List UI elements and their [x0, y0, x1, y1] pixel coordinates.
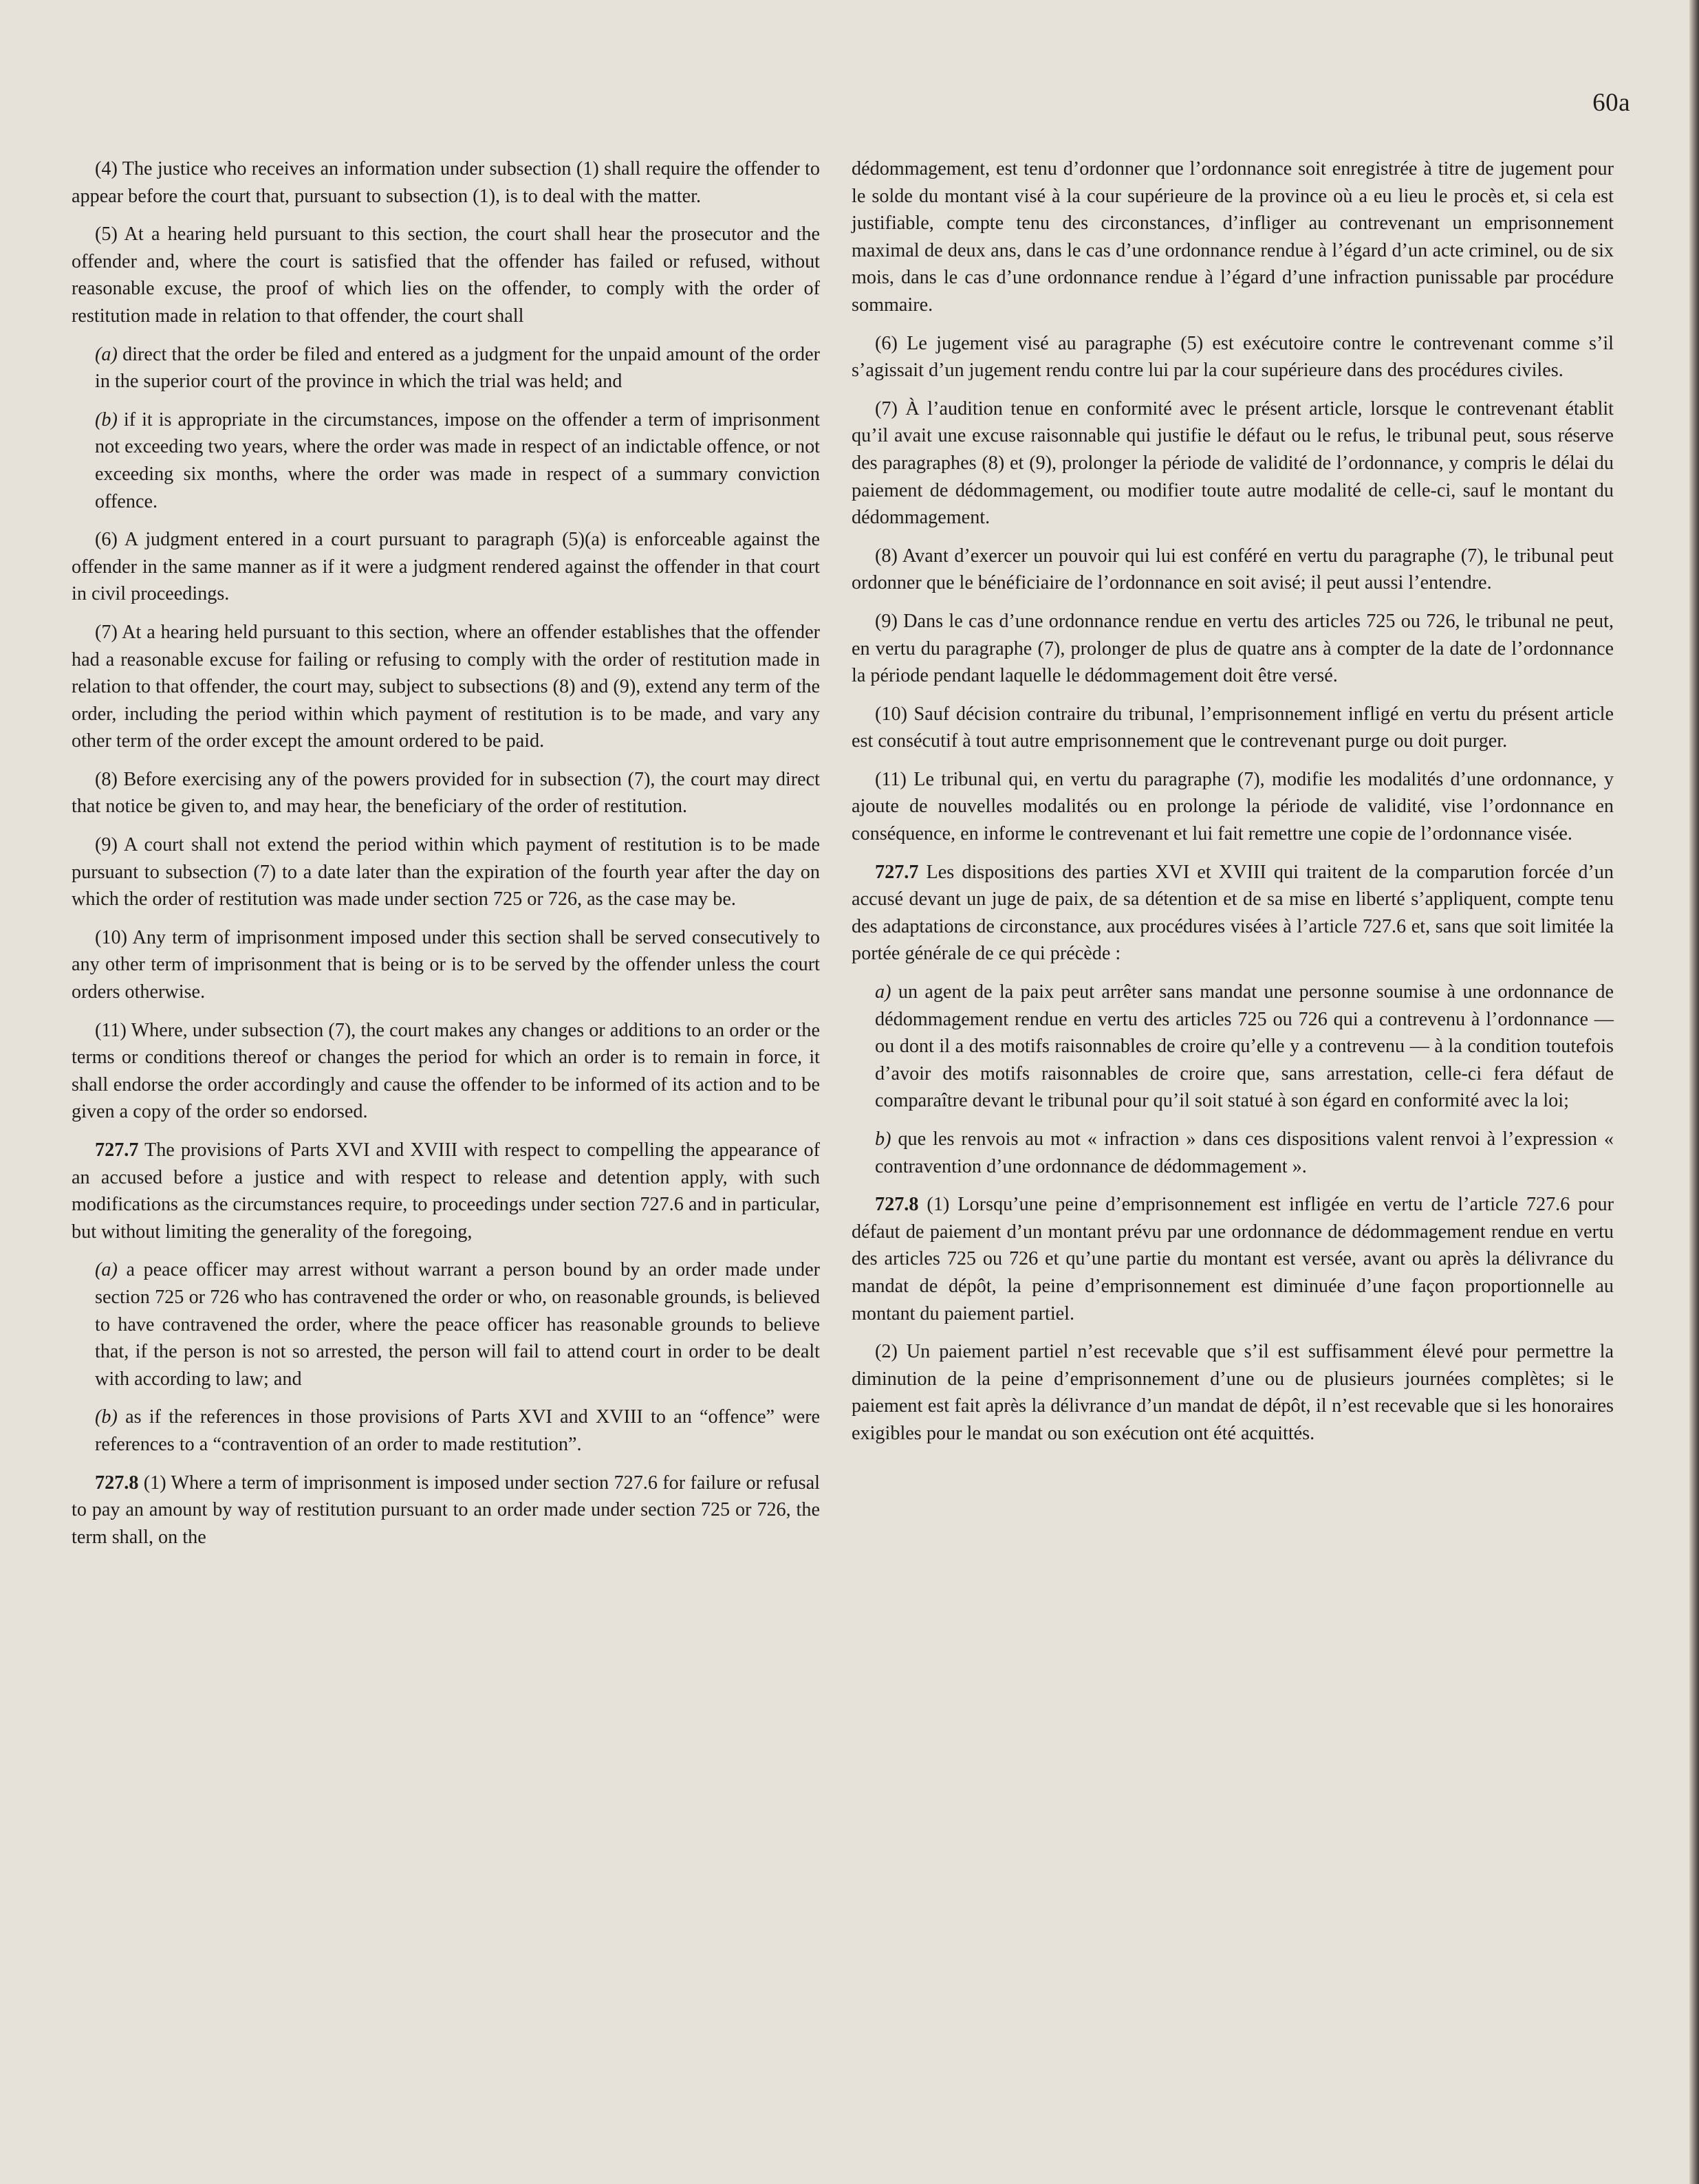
section-number: 727.7 — [875, 861, 919, 883]
page-number: 60a — [1592, 89, 1630, 117]
item-label: (a) — [95, 343, 118, 365]
item-label: (b) — [95, 1406, 118, 1428]
paragraph-6: (6) Le jugement visé au paragraphe (5) est exécutoire contre le contrevenant comme s’il s’agissait d’un jugement rendu contre lui par la cour supérieure dans des procédures civiles. — [852, 332, 1614, 382]
section-727-7-b — [95, 1404, 820, 1458]
item-text: que les renvois au mot « infraction » dans ces dispositions valent renvoi à l’expression « contravention d’une ordonnance de dédommagement ». — [875, 1128, 1614, 1177]
paragraph-9: (9) Dans le cas d’une ordonnance rendue en vertu des articles 725 ou 726, le tribunal ne peut, en vertu du paragraphe (7), prolonger de plus de quatre ans à compter de la date de l’ordonnance la période pendant laquelle le dédommagement doit être versé. — [852, 610, 1614, 687]
paragraph-8: (8) Before exercising any of the powers provided for in subsection (7), the court may direct that notice be given to, and may hear, the beneficiary of the order of restitution. — [72, 768, 820, 818]
paragraph-4: (4) The justice who receives an information under subsection (1) shall require the offender to appear before the court that, pursuant to subsection (1), is to deal with the matter. — [72, 158, 820, 207]
section-number: 727.7 — [95, 1139, 139, 1161]
section-727-7-a — [875, 979, 1614, 1115]
section-text: (1) Lorsqu’une peine d’emprisonnement est infligée en vertu de l’article 727.6 pour défaut de paiement d’un montant prévu par une ordonnance de dédommagement rendue en vertu des articles 725 ou 726 et qu’une partie du montant est versée, avant ou après la délivrance du mandat de dépôt, la peine d’emprisonnement est diminuée d’une façon proportionnelle au montant du paiement partiel. — [852, 1194, 1614, 1324]
item-text: un agent de la paix peut arrêter sans mandat une personne soumise à une ordonnance de dédommagement rendue en vertu des articles 725 ou 726 qui a contrevenu à l’ordonnance — ou dont il a des motifs raisonnables de croire qu’elle y a contrevenu — à la condition toutefois d’avoir des motifs raisonnables de croire que, sans arrestation, celle-ci fera défaut de comparaître devant le tribunal pour qu’il soit statué à son égard en conformité avec la loi; — [875, 981, 1614, 1112]
section-number: 727.8 — [875, 1194, 919, 1216]
paragraph-5-continued: dédommagement, est tenu d’ordonner que l’ordonnance soit enregistrée à titre de jugement pour le solde du montant visé à la cour supérieure de la province où a eu lieu le procès et, si cela est justifiable, compte tenu des circonstances, d’infliger au contrevenant un emprisonnement maximal de deux ans, dans le cas d’une ordonnance rendue à l’égard d’un acte criminel, ou de six mois, dans le cas d’une ordonnance rendue à l’égard d’une infraction punissable par procédure sommaire. — [852, 158, 1614, 316]
section-727-7 — [852, 859, 1614, 968]
item-text: as if the references in those provisions of Parts XVI and XVIII to an “offence” were references to a “contravention of an order to made restitution”. — [95, 1406, 820, 1455]
paragraph-11: (11) Where, under subsection (7), the court makes any changes or additions to an order or the terms or conditions thereof or changes the period for which an order is to remain in force, it shall endorse the order accordingly and cause the offender to be informed of its action and to be given a copy of the order so endorsed. — [72, 1019, 820, 1123]
section-text: Les dispositions des parties XVI et XVIII qui traitent de la comparution forcée d’un accusé devant un juge de paix, de sa détention et de sa mise en liberté s’appliquent, compte tenu des adaptations de circonstance, aux procédures visées à l’article 727.6 et, sans que soit limitée la portée générale de ce qui précède : — [852, 861, 1614, 965]
paragraph-5a — [95, 341, 820, 395]
item-label: (b) — [95, 408, 118, 430]
left-column-english — [72, 155, 820, 1562]
paragraph-10: (10) Any term of imprisonment imposed under this section shall be served consecutively to any other term of imprisonment that is being or is to be served by the offender unless the court orders otherwise. — [72, 926, 820, 1003]
paragraph-2: (2) Un paiement partiel n’est recevable que s’il est suffisamment élevé pour permettre la diminution de la peine d’emprisonnement d’une ou de plusieurs journées complètes; si le paiement est fait après la délivrance d’un mandat de dépôt, il n’est recevable que si les honoraires exigibles pour le mandat ou son exécution ont été acquittés. — [852, 1341, 1614, 1444]
section-number: 727.8 — [95, 1472, 139, 1494]
page-edge-shadow — [1689, 0, 1699, 2184]
section-727-8 — [72, 1470, 820, 1551]
paragraph-5b — [95, 406, 820, 515]
section-727-8 — [852, 1191, 1614, 1327]
item-text: a peace officer may arrest without warrant a person bound by an order made under section 725 or 726 who has contravened the order or who, on reasonable grounds, is believed to have contravened the order, where the peace officer has reasonable grounds to believe that, if the person is not so arrested, the person will fail to attend court in order to be dealt with according to law; and — [95, 1259, 820, 1390]
section-727-7-a — [95, 1256, 820, 1393]
section-727-7-b — [875, 1126, 1614, 1180]
paragraph-7: (7) À l’audition tenue en conformité avec le présent article, lorsque le contrevenant établit qu’il avait une excuse raisonnable qui justifie le défaut ou le refus, le tribunal peut, sous réserve des paragraphes (8) et (9), prolonger la période de validité de l’ordonnance, y compris le délai du paiement de dédommagement, ou modifier toute autre modalité de celle-ci, sauf le montant du dédommagement. — [852, 397, 1614, 529]
section-text: (1) Where a term of imprisonment is imposed under section 727.6 for failure or refusal to pay an amount by way of restitution pursuant to an order made under section 725 or 726, the term shall, on the — [72, 1472, 820, 1548]
paragraph-11: (11) Le tribunal qui, en vertu du paragraphe (7), modifie les modalités d’une ordonnance, y ajoute de nouvelles modalités ou en prolonge la période de validité, vise l’ordonnance en conséquence, en informe le contrevenant et lui fait remettre une copie de l’ordonnance visée. — [852, 768, 1614, 845]
paragraph-9: (9) A court shall not extend the period within which payment of restitution is to be made pursuant to subsection (7) to a date later than the expiration of the fourth year after the day on which the order of restitution was made under section 725 or 726, as the case may be. — [72, 834, 820, 910]
item-label: a) — [875, 981, 891, 1003]
paragraph-5: (5) At a hearing held pursuant to this section, the court shall hear the prosecutor and the offender and, where the court is satisfied that the offender has failed or refused, without reasonable excuse, the proof of which lies on the offender, to comply with the order of restitution made in relation to that offender, the court shall — [72, 223, 820, 327]
section-727-7 — [72, 1137, 820, 1245]
paragraph-8: (8) Avant d’exercer un pouvoir qui lui est conféré en vertu du paragraphe (7), le tribunal peut ordonner que le bénéficiaire de l’ordonnance en soit avisé; il peut aussi l’entendre. — [852, 545, 1614, 594]
paragraph-6: (6) A judgment entered in a court pursuant to paragraph (5)(a) is enforceable against the offender in the same manner as if it were a judgment rendered against the offender in that court in civil proceedings. — [72, 529, 820, 605]
section-text: The provisions of Parts XVI and XVIII with respect to compelling the appearance of an accused before a justice and with respect to release and detention apply, with such modifications as the circumstances require, to proceedings under section 727.6 and in particular, but without limiting the generality of the foregoing, — [72, 1139, 820, 1243]
right-column-french — [852, 155, 1614, 1459]
item-text: if it is appropriate in the circumstances, impose on the offender a term of imprisonment not exceeding two years, where the order was made in respect of an indictable offence, or not exceeding six months, where the order was made in respect of a summary conviction offence. — [95, 408, 820, 512]
item-text: direct that the order be filed and entered as a judgment for the unpaid amount of the order in the superior court of the province in which the trial was held; and — [95, 343, 820, 393]
paragraph-10: (10) Sauf décision contraire du tribunal, l’emprisonnement infligé en vertu du présent article est consécutif à tout autre emprisonnement que le contrevenant purge ou doit purger. — [852, 703, 1614, 752]
item-label: (a) — [95, 1259, 118, 1281]
item-label: b) — [875, 1128, 891, 1150]
paragraph-7: (7) At a hearing held pursuant to this section, where an offender establishes that the offender had a reasonable excuse for failing or refusing to comply with the order of restitution made in relation to that offender, the court may, subject to subsections (8) and (9), extend any term of the order, including the period within which payment of restitution is to be made, and vary any other term of the order except the amount ordered to be paid. — [72, 621, 820, 752]
